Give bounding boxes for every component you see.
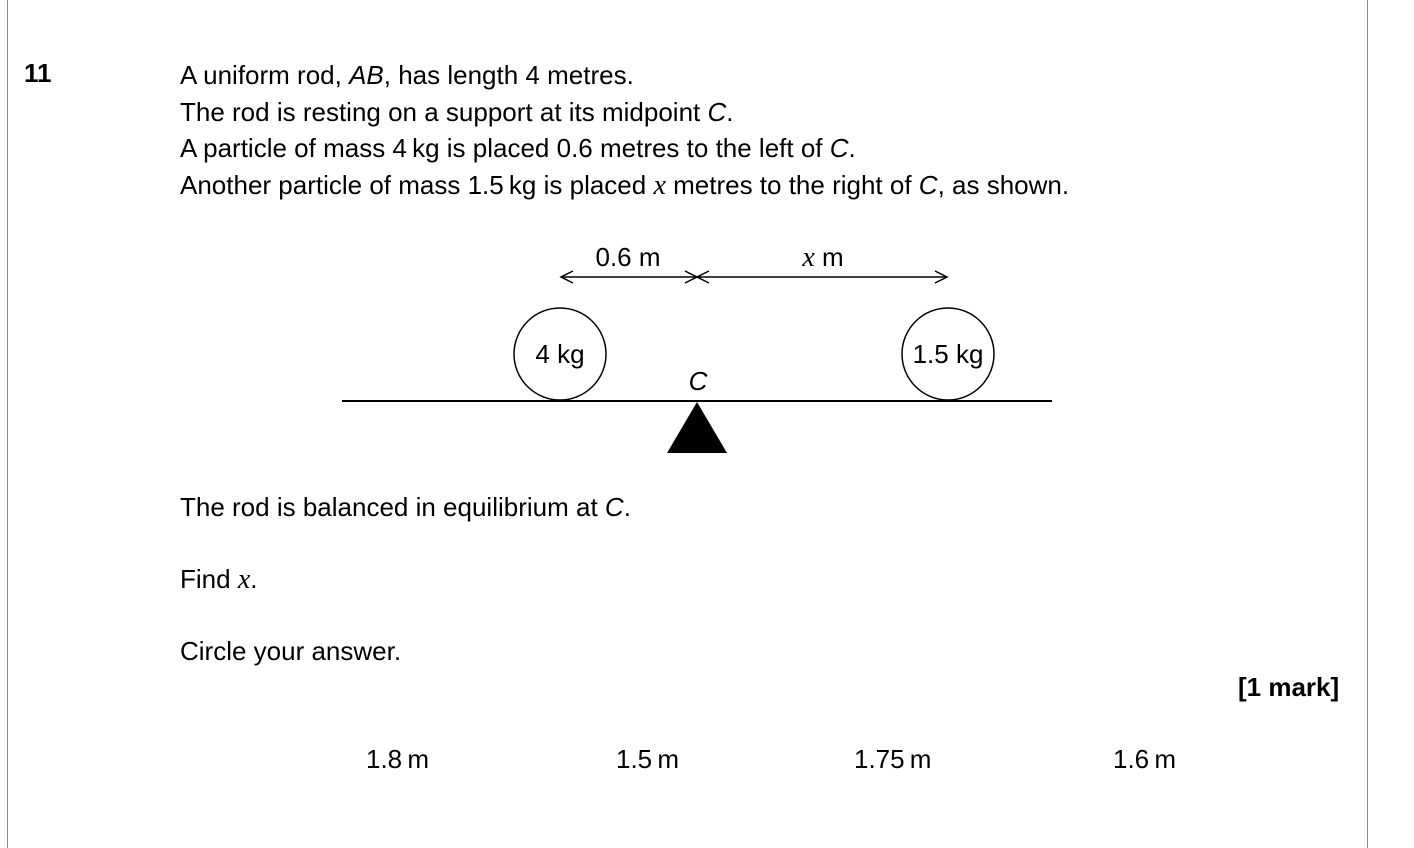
right-mass-label: 1.5 kg	[912, 339, 984, 369]
left-distance-label: 0.6 m	[595, 242, 661, 272]
intro-line-4: Another particle of mass 1.5 kg is placed x metres to the right of C, as shown.	[180, 169, 1070, 201]
intro-line-3: A particle of mass 4 kg is placed 0.6 metres to the left of C.	[180, 133, 856, 163]
find-instruction: Find x.	[180, 564, 258, 595]
dimension-arrows	[561, 271, 947, 283]
intro-line-1: A uniform rod, AB, has length 4 metres.	[180, 60, 634, 90]
equilibrium-statement: The rod is balanced in equilibrium at C.	[180, 492, 631, 522]
answer-option-4[interactable]: 1.6 m	[1113, 744, 1177, 774]
circle-instruction: Circle your answer.	[180, 636, 402, 666]
answer-option-2[interactable]: 1.5 m	[616, 744, 680, 774]
right-distance-label: x m	[802, 242, 844, 273]
marks-label: [1 mark]	[1238, 672, 1340, 702]
intro-line-2: The rod is resting on a support at its midpoint C.	[180, 96, 734, 127]
answer-option-3[interactable]: 1.75 m	[854, 744, 932, 774]
answer-option-1[interactable]: 1.8 m	[366, 744, 430, 774]
pivot-label: C	[688, 366, 708, 396]
question-number: 11	[24, 58, 52, 88]
pivot-triangle-icon	[667, 402, 727, 453]
left-mass-label: 4 kg	[535, 339, 585, 369]
